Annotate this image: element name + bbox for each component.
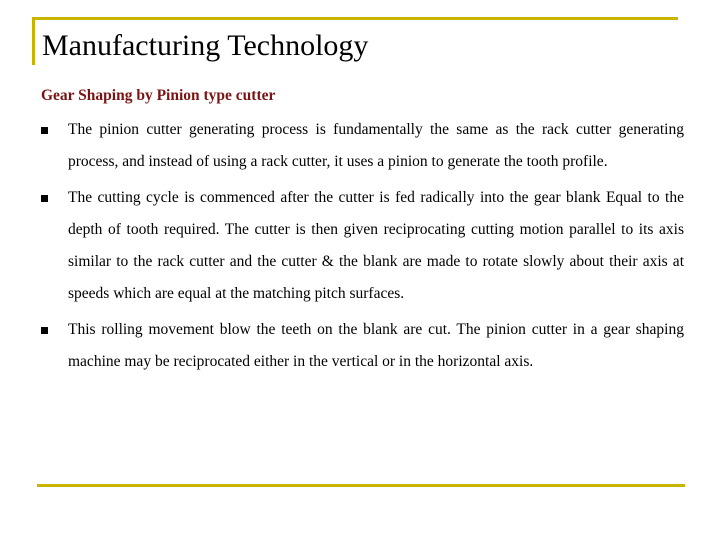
bullet-list bbox=[40, 114, 684, 382]
title-frame-top-rule bbox=[32, 17, 678, 20]
bullet-text: This rolling movement blow the teeth on the blank are cut. The pinion cutter in a gear shaping machine may be reciprocated either in the vertical or in the horizontal axis. bbox=[68, 321, 684, 370]
title-frame-left-rule bbox=[32, 17, 35, 65]
slide-subtitle: Gear Shaping by Pinion type cutter bbox=[41, 87, 276, 104]
square-bullet-icon bbox=[41, 195, 48, 202]
slide-title: Manufacturing Technology bbox=[42, 29, 369, 62]
bullet-text: The pinion cutter generating process is fundamentally the same as the rack cutter generating process, and instead of using a rack cutter, it uses a pinion to generate the tooth profile. bbox=[68, 121, 684, 170]
bullet-text: The cutting cycle is commenced after the cutter is fed radically into the gear blank Equal to the depth of tooth required. The cutter is then given reciprocating cutting motion parallel to its axis similar to the rack cutter and the cutter & the blank are made to rotate slowly about their axis at speeds which are equal at the matching pitch surfaces. bbox=[68, 189, 684, 302]
bottom-rule bbox=[37, 484, 685, 487]
square-bullet-icon bbox=[41, 327, 48, 334]
bullet-item bbox=[40, 114, 684, 178]
bullet-item bbox=[40, 182, 684, 310]
square-bullet-icon bbox=[41, 127, 48, 134]
bullet-item bbox=[40, 314, 684, 378]
